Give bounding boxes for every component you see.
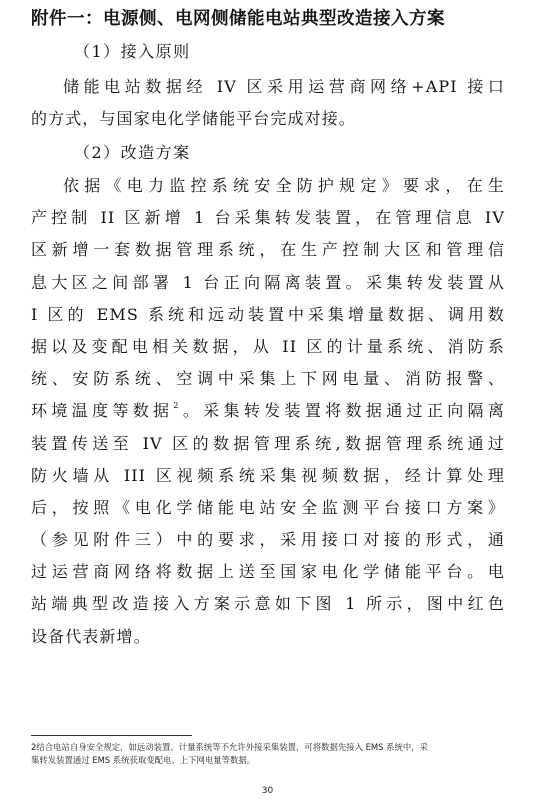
- paragraph-line: 设备代表新增。: [31, 626, 151, 646]
- paragraph-line: 息大区之间部署 1 台正向隔离装置。采集转发装置从: [31, 272, 505, 292]
- paragraph-retrofit-plan: [31, 170, 505, 653]
- line-text: 环境温度等数据: [31, 401, 174, 421]
- footnote-separator: [31, 735, 192, 736]
- paragraph-line: （参见附件三）中的要求，采用接口对接的形式，通: [31, 530, 505, 550]
- paragraph-line: 产控制 II 区新增 1 台采集转发装置，在管理信息 IV: [31, 208, 505, 228]
- paragraph-line: 区新增一套数据管理系统，在生产控制大区和管理信: [31, 240, 505, 260]
- appendix-heading: 附件一：电源侧、电网侧储能电站典型改造接入方案: [31, 9, 445, 29]
- paragraph-line: 站端典型改造接入方案示意如下图 1 所示，图中红色: [31, 594, 505, 614]
- paragraph-access-principle: [31, 71, 505, 135]
- paragraph-line: 装置传送至 IV 区的数据管理系统,数据管理系统通过: [31, 433, 505, 453]
- line-text: 。采集转发装置将数据通过正向隔离: [179, 401, 505, 421]
- footnote: [31, 741, 505, 767]
- paragraph-line: 的方式，与国家电化学储能平台完成对接。: [31, 109, 356, 129]
- footnote-line: 2结合电站自身安全规定，如远动装置、计量系统等不允许外接采集装置，可将数据先接入 EMS 系统中，采: [31, 742, 428, 752]
- paragraph-line: [31, 395, 505, 427]
- paragraph-line: 过运营商网络将数据上送至国家电化学储能平台。电: [31, 562, 505, 582]
- paragraph-line: 后，按照《电化学储能电站安全监测平台接口方案》: [31, 497, 505, 517]
- paragraph-line: 据以及变配电相关数据，从 II 区的计量系统、消防系: [31, 336, 505, 356]
- footnote-reference: 2: [173, 401, 180, 411]
- paragraph-line: I 区的 EMS 系统和远动装置中采集增量数据、调用数: [31, 304, 505, 324]
- paragraph-line: 依据《电力监控系统安全防护规定》要求，在生: [63, 176, 505, 195]
- paragraph-line: 统、安防系统、空调中采集上下网电量、消防报警、: [31, 369, 505, 389]
- paragraph-line: 防火墙从 III 区视频系统采集视频数据，经计算处理: [31, 465, 505, 485]
- section-title-retrofit-plan: （2）改造方案: [74, 143, 191, 162]
- section-title-access-principle: （1）接入原则: [74, 42, 191, 61]
- footnote-line: 集转发装置通过 EMS 系统获取变配电、上下网电量等数据。: [31, 755, 256, 765]
- paragraph-line: 储能电站数据经 IV 区采用运营商网络+API 接口: [63, 77, 505, 96]
- page-number: 30: [261, 786, 274, 796]
